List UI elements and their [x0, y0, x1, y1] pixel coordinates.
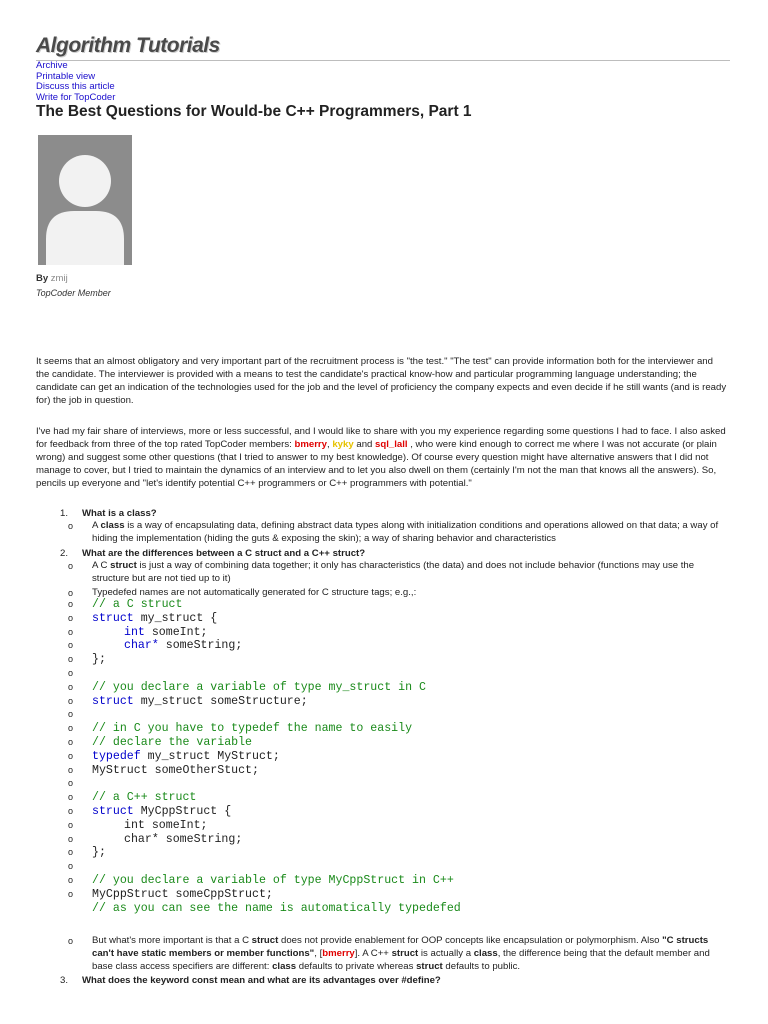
answer-text: ]. A C++: [354, 947, 392, 959]
bullet-icon: o: [68, 888, 74, 899]
answer-text: But what's more important is that a C: [92, 935, 252, 946]
bullet-icon: o: [68, 561, 74, 571]
answer-text: defaults to public.: [442, 960, 521, 972]
bullet-icon: o: [68, 819, 74, 830]
bullet-icon: o: [68, 847, 74, 858]
byline: [36, 273, 68, 284]
intro-paragraph: It seems that an almost obligatory and very important part of the recruitment process is "the test." "The test" can provide information both for the interviewer and the candidate. The interviewer is provided with a means to test the candidate's practical know-how and particular programming language understanding; the candidate can get an indication of the technologies used for the job and the level of proficiency the company expects and even decide if he still wants (and is ready for) the job in question.: [36, 356, 727, 407]
question-2: [60, 547, 365, 560]
question-number: 1.: [60, 508, 69, 519]
answer-text: A: [92, 520, 101, 531]
answer-text: , [: [314, 947, 323, 959]
bullet-icon: o: [68, 626, 74, 637]
code-keyword: char*: [124, 639, 159, 653]
question-1: [60, 507, 157, 520]
answer-text: A C: [92, 560, 111, 571]
discuss-article-link[interactable]: Discuss this article: [36, 81, 115, 93]
bullet-icon: o: [68, 875, 74, 885]
code-text: int someInt;: [124, 818, 208, 832]
bullet-icon: o: [68, 681, 74, 692]
author-link[interactable]: zmij: [50, 273, 68, 284]
bullet-icon: o: [68, 709, 74, 720]
bullet-icon: o: [68, 588, 74, 598]
code-comment: // you declare a variable of type MyCppStruct in C++: [92, 873, 454, 887]
bullet-icon: o: [68, 599, 74, 609]
keyword: class: [473, 947, 498, 959]
code-comment: // a C struct: [92, 598, 183, 611]
bullet-icon: o: [68, 695, 74, 706]
question-text: What does the keyword const mean and what are its advantages over #define?: [82, 975, 441, 986]
quote: "C structs can't have static members or member functions": [92, 935, 709, 959]
answer-c-struct: [92, 560, 728, 586]
code-comment: // as you can see the name is automatically typedefed: [92, 901, 461, 915]
code-text: someInt;: [144, 625, 208, 639]
code-text: my_struct {: [133, 611, 218, 625]
code-comment: // declare the variable: [92, 735, 253, 749]
bullet-icon: o: [68, 833, 74, 844]
keyword: struct: [416, 960, 443, 972]
code-keyword: typedef: [92, 749, 141, 763]
code-comment: // a C++ struct: [92, 791, 197, 805]
code-listing: [92, 598, 461, 915]
keyword: class: [100, 520, 125, 531]
bullet-icon: o: [68, 640, 74, 651]
keyword: struct: [391, 947, 419, 959]
bullet-icon: o: [68, 668, 74, 678]
user-silhouette-icon: [38, 135, 132, 265]
bullet-icon: o: [68, 861, 74, 872]
question-text: What is a class?: [82, 508, 157, 519]
member-link-bmerry[interactable]: bmerry: [322, 947, 355, 959]
author-role: TopCoder Member: [36, 288, 111, 298]
question-3: [60, 974, 441, 987]
feedback-paragraph: [36, 425, 728, 490]
code-comment: // in C you have to typedef the name to easily: [92, 722, 413, 736]
paragraph-text: , who were kind enough to correct me where I was not accurate (or plain wrong) and suggest some other questions (that I tried to answer to my best knowledge). Of course every question might have alternative answers that I did not manage to cover, but I tried to maintain the dynamics of an interview and to let you also dwell on them (certainly I'm not the man that knows all the answers). So, pencils up everyone and "let's identify potential C++ programmers or C++ programmers with potential.": [36, 439, 717, 490]
code-text: my_struct MyStruct;: [140, 749, 280, 763]
bullet-icon: o: [68, 806, 74, 816]
answer-class: [92, 520, 728, 546]
question-text: What are the differences between a C struct and a C++ struct?: [82, 548, 366, 559]
article-nav: [36, 61, 115, 103]
answer-text: defaults to private whereas: [296, 960, 417, 972]
code-text: MyCppStruct someCppStruct;: [92, 887, 273, 901]
byline-label: By: [36, 273, 49, 284]
printable-view-link[interactable]: Printable view: [36, 70, 96, 82]
separator: and: [353, 439, 376, 451]
member-link-kyky[interactable]: kyky: [332, 439, 354, 451]
code-text: char* someString;: [124, 832, 243, 846]
code-keyword: struct: [92, 611, 134, 625]
bullet-icon: o: [68, 778, 74, 789]
bullet-icon: o: [68, 654, 74, 665]
bullet-icon: o: [68, 764, 74, 775]
member-link-sql-lall[interactable]: sql_lall: [375, 439, 408, 451]
bullet-icon: o: [68, 521, 74, 531]
code-text: };: [92, 846, 106, 860]
site-logo: Algorithm Tutorials: [36, 34, 220, 57]
code-text: MyStruct someOtherStuct;: [92, 763, 259, 777]
answer-text: , the difference being that the default member and base class access specifiers are different:: [92, 947, 710, 972]
bullet-icon: o: [68, 750, 74, 761]
code-text: MyCppStruct {: [133, 804, 232, 818]
header-divider: [36, 60, 730, 61]
bullet-icon: o: [68, 612, 74, 623]
keyword: class: [272, 960, 297, 972]
code-text: };: [92, 653, 106, 667]
separator: ,: [327, 439, 333, 451]
code-text: someString;: [158, 639, 243, 653]
code-comment: // you declare a variable of type my_struct in C: [92, 680, 426, 694]
bullet-icon: o: [68, 723, 74, 734]
code-keyword: struct: [92, 694, 134, 708]
bullet-icon: o: [68, 936, 74, 946]
archive-link[interactable]: Archive: [36, 60, 68, 71]
paragraph-text: I've had my fair share of interviews, more or less successful, and I would like to share with you my experience regarding some questions I had to face. I also asked for feedback from three of the top rated TopCoder members:: [36, 426, 726, 451]
write-for-topcoder-link[interactable]: Write for TopCoder: [36, 91, 116, 103]
question-number: 2.: [60, 548, 69, 559]
answer-text: is just a way of combining data together; it only has characteristics (the data) and does not include behavior (functions may use the structure but are not tied up to it): [92, 560, 695, 584]
member-link-bmerry[interactable]: bmerry: [294, 439, 327, 451]
answer-text: is a way of encapsulating data, defining abstract data types along with initialization conditions and operations allowed on that data; a way of hiding the implementation (hiding the guts & exposing the skin); a way of sharing behavior and characteristics: [92, 520, 719, 544]
article-title: The Best Questions for Would-be C++ Programmers, Part 1: [36, 103, 472, 120]
answer-text: is actually a: [418, 947, 474, 959]
answer-text: does not provide enablement for OOP concepts like encapsulation or polymorphism. Also: [278, 935, 663, 946]
keyword: struct: [251, 935, 279, 946]
code-keyword: int: [124, 625, 145, 639]
answer-oop: [92, 935, 728, 973]
author-avatar: [38, 135, 132, 265]
bullet-icon: o: [68, 737, 74, 747]
answer-typedef: Typedefed names are not automatically generated for C structure tags; e.g.,:: [92, 587, 417, 598]
keyword: struct: [110, 560, 137, 571]
code-keyword: struct: [92, 804, 134, 818]
question-number: 3.: [60, 975, 69, 986]
bullet-icon: o: [68, 792, 74, 803]
code-text: my_struct someStructure;: [133, 694, 308, 708]
